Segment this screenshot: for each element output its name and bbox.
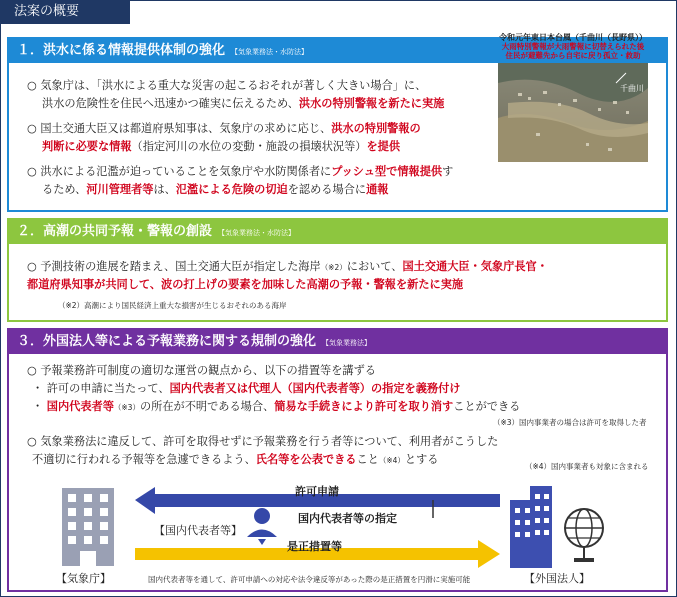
foreign-entity-building-icon <box>510 486 552 568</box>
diagram-footnote: 国内代表者等を通して、許可申請への対応や法令違反等があった際の是正措置を円滑に実施可能 <box>148 575 471 584</box>
flood-bullet-3-line-2: るため、河川管理者等は、氾濫による危険の切迫を認める場合に通報 <box>42 183 389 196</box>
flood-bullet-1-line-1: ○ 気象庁は、「洪水による重大な災害の起こるおそれが著しく大きい場合」に、 <box>27 79 427 92</box>
overview-tab: 法案の概要 <box>0 0 130 24</box>
globe-icon <box>565 509 603 562</box>
foreign-note-3: （※3）国内事業者の場合は許可を取得した者 <box>493 418 647 427</box>
foreign-note-4: （※4）国内事業者も対象に含まれる <box>525 462 649 471</box>
foreign-entity-label: 【外国法人】 <box>524 572 590 585</box>
storm-surge-line-2: 都道府県知事が共同して、波の打上げの要素を加味した高潮の予報・警報を新たに実施 <box>27 278 464 291</box>
jma-building-icon <box>62 488 114 566</box>
representative-person-icon <box>247 508 277 537</box>
photo-caption: 令和元年東日本台風（千曲川（長野県）） 大雨特別警報が大雨警報に切替えられた後 住民が避難先から自宅に戻り孤立・救助 <box>499 33 647 60</box>
foreign-item-2: ・ 国内代表者等（※3）の所在が不明である場合、簡易な手続きにより許可を取り消すことができる <box>32 400 521 413</box>
designate-representative-label: 国内代表者等の指定 <box>298 512 397 525</box>
section-storm-surge-title: ２．高潮の共同予報・警報の創設 <box>17 224 213 239</box>
foreign-para-2-line-2: 不適切に行われる予報等を急遽できるよう、氏名等を公表できること（※4）とする <box>32 453 439 466</box>
rep-down-arrow-icon <box>258 539 266 545</box>
flood-bullet-2-line-1: ○ 国土交通大臣又は都道府県知事は、気象庁の求めに応じ、洪水の特別警報の <box>27 122 421 135</box>
flood-bullet-3-line-1: ○ 洪水による氾濫が迫っていることを気象庁や水防関係者にプッシュ型で情報提供す <box>27 165 454 178</box>
chikuma-river-label: 千曲川 <box>620 84 644 93</box>
section-storm-surge-law-tag: 【気象業務法・水防法】 <box>218 229 296 237</box>
foreign-para-1: ○ 予報業務許可制度の適切な運営の観点から、以下の措置等を講ずる <box>27 364 376 377</box>
storm-surge-note: （※2）高潮により国民経済上重大な損害が生じるおそれのある海岸 <box>58 301 287 310</box>
flood-bullet-1-line-2: 洪水の危険性を住民へ迅速かつ確実に伝えるため、洪水の特別警報を新たに実施 <box>42 97 445 110</box>
section-foreign-entities-law-tag: 【気象業務法】 <box>322 339 372 347</box>
section-foreign-entities-title: ３．外国法人等による予報業務に関する規制の強化 <box>17 334 317 349</box>
flood-bullet-2-line-2: 判断に必要な情報（指定河川の水位の変動・施設の損壊状況等）を提供 <box>42 140 401 153</box>
storm-surge-line-1: ○ 予測技術の進展を踏まえ、国土交通大臣が指定した海岸（※2）において、国土交通大臣・気象庁長官・ <box>27 260 548 273</box>
jma-label: 【気象庁】 <box>56 572 111 585</box>
foreign-item-1: ・ 許可の申請に当たって、国内代表者又は代理人（国内代表者等）の指定を義務付け <box>32 382 461 395</box>
representative-label: 【国内代表者等】 <box>154 524 242 537</box>
permit-application-label: 許可申請 <box>295 485 339 498</box>
corrective-measures-label: 是正措置等 <box>287 540 342 553</box>
foreign-para-2-line-1: ○ 気象業務法に違反して、許可を取得せずに予報業務を行う者等について、利用者がこうした <box>27 435 499 448</box>
section-flood-title: １．洪水に係る情報提供体制の強化 <box>17 43 226 58</box>
section-flood-law-tag: 【気象業務法・水防法】 <box>231 48 309 56</box>
